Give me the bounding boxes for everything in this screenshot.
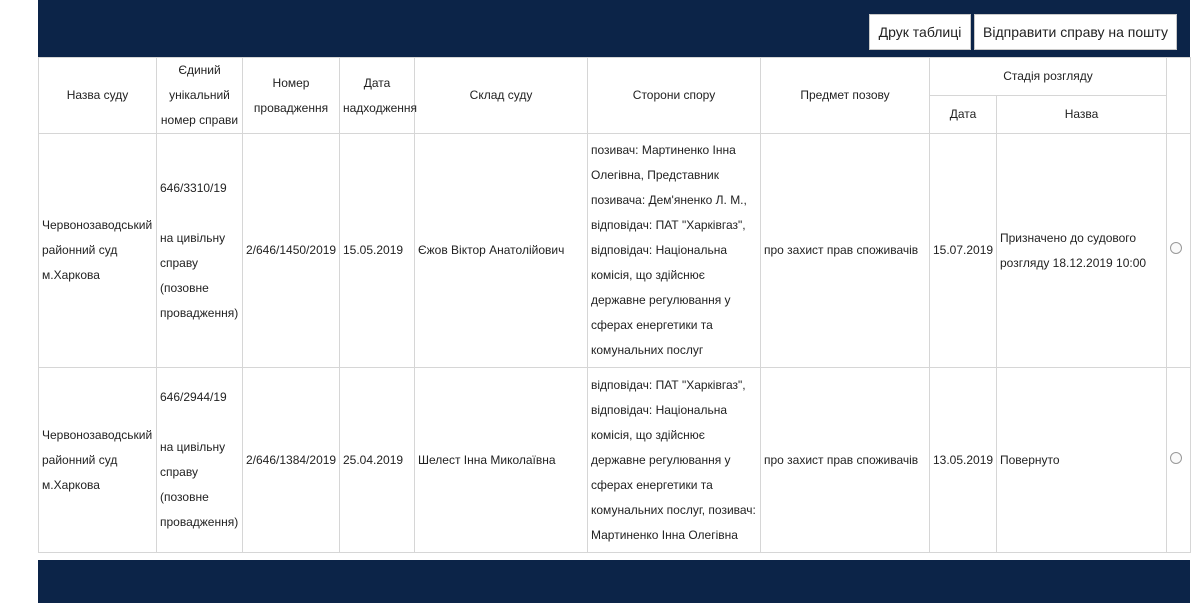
header-court-name: Назва суду [39, 58, 157, 134]
send-case-email-button[interactable]: Відправити справу на пошту [974, 14, 1177, 50]
table-row [39, 134, 1191, 368]
cell-stage-date: 13.05.2019 [930, 368, 997, 553]
cell-received-date: 25.04.2019 [340, 368, 415, 553]
cell-stage-name: Призначено до судового розгляду 18.12.2019 10:00 [997, 134, 1167, 368]
header-stage-name: Назва [997, 96, 1167, 134]
cell-received-date: 15.05.2019 [340, 134, 415, 368]
print-table-button[interactable]: Друк таблиці [869, 14, 971, 50]
header-court-composition: Склад суду [415, 58, 588, 134]
cell-proceeding-number: 2/646/1384/2019 [243, 368, 340, 553]
cell-subject: про захист прав споживачів [761, 368, 930, 553]
header-parties: Сторони спору [588, 58, 761, 134]
cell-court-name: Червонозаводський районний суд м.Харкова [39, 368, 157, 553]
footer-bar [38, 560, 1190, 603]
row-select-radio[interactable] [1170, 452, 1182, 464]
cell-parties: відповідач: ПАТ "Харківгаз", відповідач: Національна комісія, що здійснює державне регулювання у сферах енергетики та комунальних послуг, позивач: Мартиненко Інна Олегівна [588, 368, 761, 553]
cell-stage-date: 15.07.2019 [930, 134, 997, 368]
toolbar [38, 0, 1190, 57]
header-proceeding-number: Номер провадження [243, 58, 340, 134]
cell-case-number: 646/2944/19 на цивільну справу (позовне провадження) [157, 368, 243, 553]
cell-case-number: 646/3310/19 на цивільну справу (позовне провадження) [157, 134, 243, 368]
cell-proceeding-number: 2/646/1450/2019 [243, 134, 340, 368]
cell-parties: позивач: Мартиненко Інна Олегівна, Представник позивача: Дем'яненко Л. М., відповідач: ПАТ "Харківгаз", відповідач: Національна комісія, що здійснює державне регулювання у сферах енергетики та комунальних послуг [588, 134, 761, 368]
header-received-date: Дата надходження [340, 58, 415, 134]
header-subject: Предмет позову [761, 58, 930, 134]
table-row [39, 368, 1191, 553]
cell-court-name: Червонозаводський районний суд м.Харкова [39, 134, 157, 368]
cell-stage-name: Повернуто [997, 368, 1167, 553]
cell-subject: про захист прав споживачів [761, 134, 930, 368]
cell-court-composition: Шелест Інна Миколаївна [415, 368, 588, 553]
cases-table [38, 57, 1191, 553]
header-stage: Стадія розгляду [930, 58, 1167, 96]
select-cell [1167, 368, 1191, 553]
row-select-radio[interactable] [1170, 242, 1182, 254]
header-case-number: Єдиний унікальний номер справи [157, 58, 243, 134]
cell-court-composition: Єжов Віктор Анатолійович [415, 134, 588, 368]
table-header-row [39, 58, 1191, 96]
select-cell [1167, 134, 1191, 368]
header-select [1167, 58, 1191, 134]
court-cases-panel [38, 0, 1190, 603]
header-stage-date: Дата [930, 96, 997, 134]
